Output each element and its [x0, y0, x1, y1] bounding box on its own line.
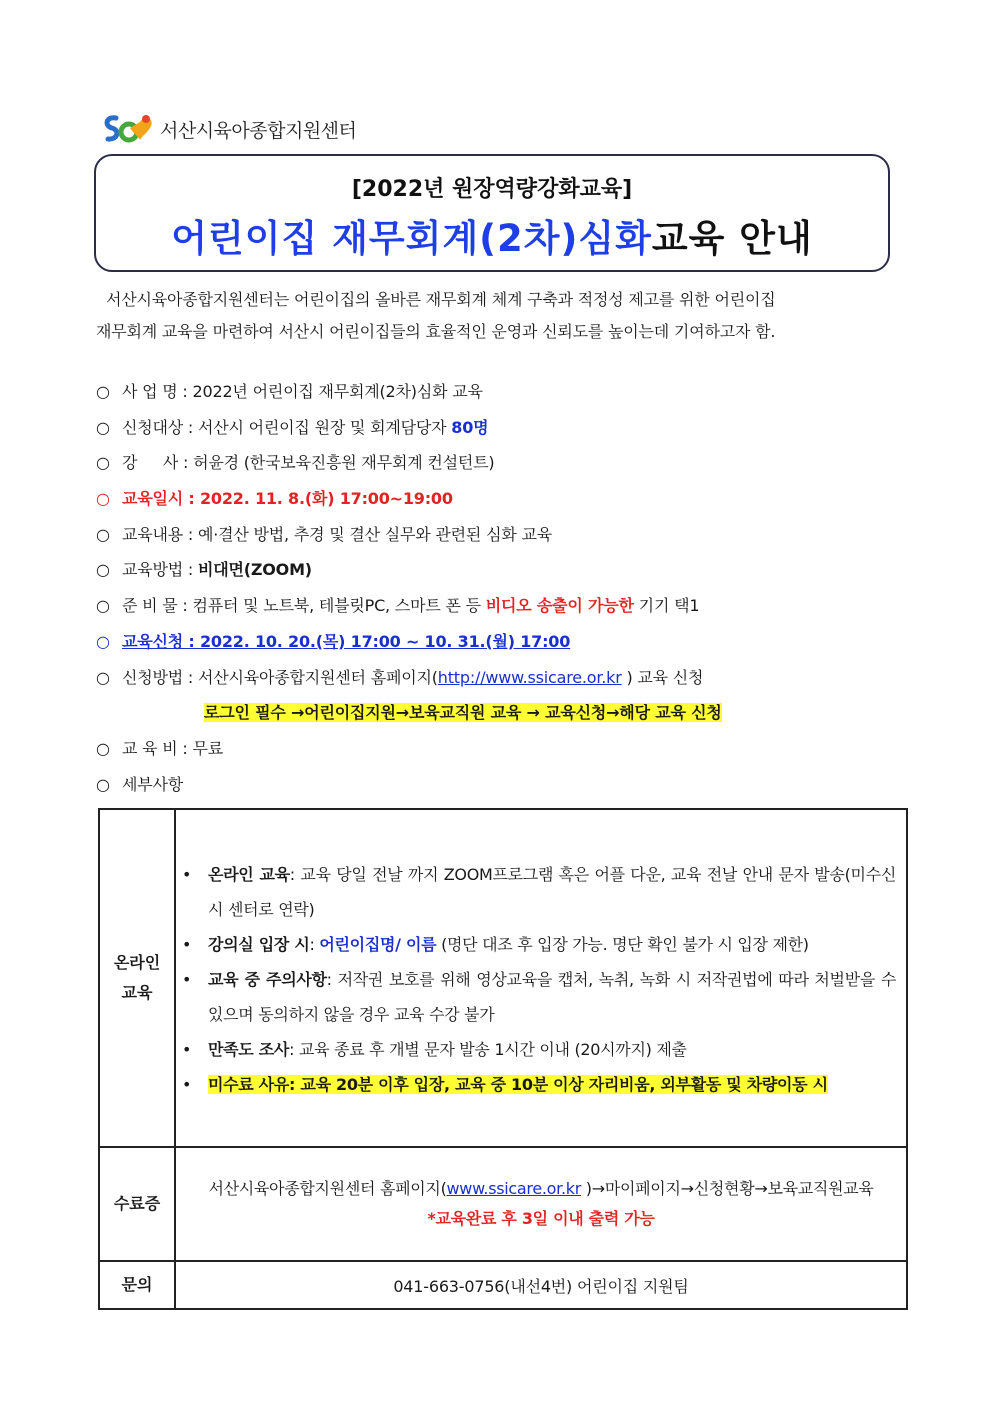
org-name: 서산시육아종합지원센터: [160, 119, 357, 142]
circle-bullet-icon: ○: [96, 417, 110, 437]
item-content: [96, 517, 906, 553]
item-apply-period: [96, 624, 906, 660]
circle-bullet-icon: ○: [96, 453, 110, 473]
item-label: 신청대상 :: [122, 417, 194, 437]
list-item: • 만족도 조사: 교육 종료 후 개별 문자 발송 1시간 이내 (20시까지) 제출: [178, 1032, 896, 1067]
details-table: [98, 808, 908, 1310]
certificate-line-2: *교육완료 후 3일 이내 출력 가능: [427, 1209, 655, 1228]
item-label: 신청방법 :: [122, 667, 194, 687]
title-subtitle: [2022년 원장역량강화교육]: [351, 177, 633, 202]
intro-line-2: 재무회계 교육을 마련하여 서산시 어린이집들의 효율적인 운영과 신뢰도를 높이는데 기여하고자 함.: [96, 322, 776, 341]
list-item: • 온라인 교육: 교육 당일 전날 까지 ZOOM프로그램 혹은 어플 다운, 교육 전날 안내 문자 발송(미수신 시 센터로 연락): [178, 857, 896, 927]
item-label: 준 비 물 :: [122, 596, 188, 616]
circle-bullet-icon: ○: [96, 631, 110, 651]
item-value: 무료: [192, 738, 224, 758]
item-label: 세부사항: [122, 774, 184, 794]
item-target: [96, 410, 906, 446]
circle-bullet-icon: ○: [96, 596, 110, 616]
list-item: • 미수료 사유: 교육 20분 이후 입장, 교육 중 10분 이상 자리비움, 외부활동 및 차량이동 시: [178, 1067, 896, 1102]
item-method: [96, 552, 906, 588]
item-value-red: 비디오 송출이 가능한: [485, 596, 634, 616]
homepage-link[interactable]: www.ssicare.or.kr: [446, 1179, 581, 1198]
table-row-certificate: [99, 1147, 907, 1261]
item-datetime: [96, 481, 906, 517]
circle-bullet-icon: ○: [96, 524, 110, 544]
circle-bullet-icon: ○: [96, 489, 110, 509]
item-apply-period-text: 교육신청 : 2022. 10. 20.(목) 17:00 ~ 10. 31.(월) 17:00: [122, 631, 571, 651]
certificate-line-1: 서산시육아종합지원센터 홈페이지(www.ssicare.or.kr )→마이페이지→신청현황→보육교직원교육: [208, 1179, 874, 1198]
item-count: 80명: [451, 417, 489, 437]
item-datetime-text: 교육일시 : 2022. 11. 8.(화) 17:00~19:00: [122, 489, 453, 509]
intro-paragraph: [96, 284, 898, 348]
table-row-online: [99, 809, 907, 1147]
item-value: 비대면(ZOOM): [198, 560, 312, 580]
circle-bullet-icon: ○: [96, 560, 110, 580]
intro-line-1: 서산시육아종합지원센터는 어린이집의 올바른 재무회계 체계 구축과 적정성 제고를 위한 어린이집: [106, 290, 776, 309]
online-header-text: 온라인 교육: [113, 953, 161, 1002]
online-bullet-list: [178, 829, 896, 1102]
item-value: 예·결산 방법, 추경 및 결산 실무와 관련된 심화 교육: [198, 524, 552, 544]
list-item: • 강의실 입장 시: 어린이집명/ 이름 (명단 대조 후 입장 가능. 명단 확인 불가 시 입장 제한): [178, 927, 896, 962]
item-project: [96, 374, 906, 410]
table-header-certificate: 수료증: [99, 1147, 175, 1261]
info-list: [96, 374, 906, 802]
item-value: 서산시 어린이집 원장 및 회계담당자: [198, 417, 452, 437]
item-value: 허윤경 (한국보육진흥원 재무회계 컨설턴트): [193, 453, 495, 473]
title-main-blue: 어린이집 재무회계(2차)심화: [171, 217, 652, 260]
item-label: 교 육 비 :: [122, 738, 188, 758]
item-label: 강 사 :: [122, 453, 189, 473]
table-header-contact: 문의: [99, 1261, 175, 1309]
circle-bullet-icon: ○: [96, 382, 110, 401]
circle-bullet-icon: ○: [96, 738, 110, 758]
title-main-black: 교육 안내: [651, 217, 813, 260]
item-apply-method: [96, 660, 906, 696]
item-fee: [96, 731, 906, 767]
item-value-post: 기기 택1: [633, 596, 700, 616]
table-header-online: [99, 809, 175, 1147]
item-value-pre: 컴퓨터 및 노트북, 테블릿PC, 스마트 폰 등: [192, 596, 486, 616]
table-cell-online: [175, 809, 907, 1147]
item-details: [96, 767, 906, 803]
item-value-post: ) 교육 신청: [621, 667, 704, 687]
item-label: 교육방법 :: [122, 560, 194, 580]
org-logo: [102, 112, 356, 146]
apply-steps-text: 로그인 필수 →어린이집지원→보육교직원 교육 → 교육신청→해당 교육 신청: [204, 703, 722, 723]
circle-bullet-icon: ○: [96, 667, 110, 687]
org-logo-mark: [102, 112, 158, 146]
circle-bullet-icon: ○: [96, 774, 110, 794]
homepage-link[interactable]: http://www.ssicare.or.kr: [437, 667, 622, 687]
item-lecturer: [96, 445, 906, 481]
item-label: 교육내용 :: [122, 524, 194, 544]
list-item: • 교육 중 주의사항: 저작권 보호를 위해 영상교육을 캡처, 녹취, 녹화 시 저작권법에 따라 처벌받을 수 있으며 동의하지 않을 경우 교육 수강 불가: [178, 962, 896, 1032]
item-apply-steps: [96, 695, 906, 731]
item-value-pre: 서산시육아종합지원센터 홈페이지(: [198, 667, 438, 687]
title-main: [96, 208, 888, 262]
title-box: [94, 154, 890, 272]
table-row-contact: [99, 1261, 907, 1309]
table-cell-certificate: [175, 1147, 907, 1261]
item-prep: [96, 588, 906, 624]
item-label: 사 업 명 :: [122, 382, 188, 401]
item-value: 2022년 어린이집 재무회계(2차)심화 교육: [192, 382, 483, 401]
table-cell-contact: 041-663-0756(내선4번) 어린이집 지원팀: [175, 1261, 907, 1309]
